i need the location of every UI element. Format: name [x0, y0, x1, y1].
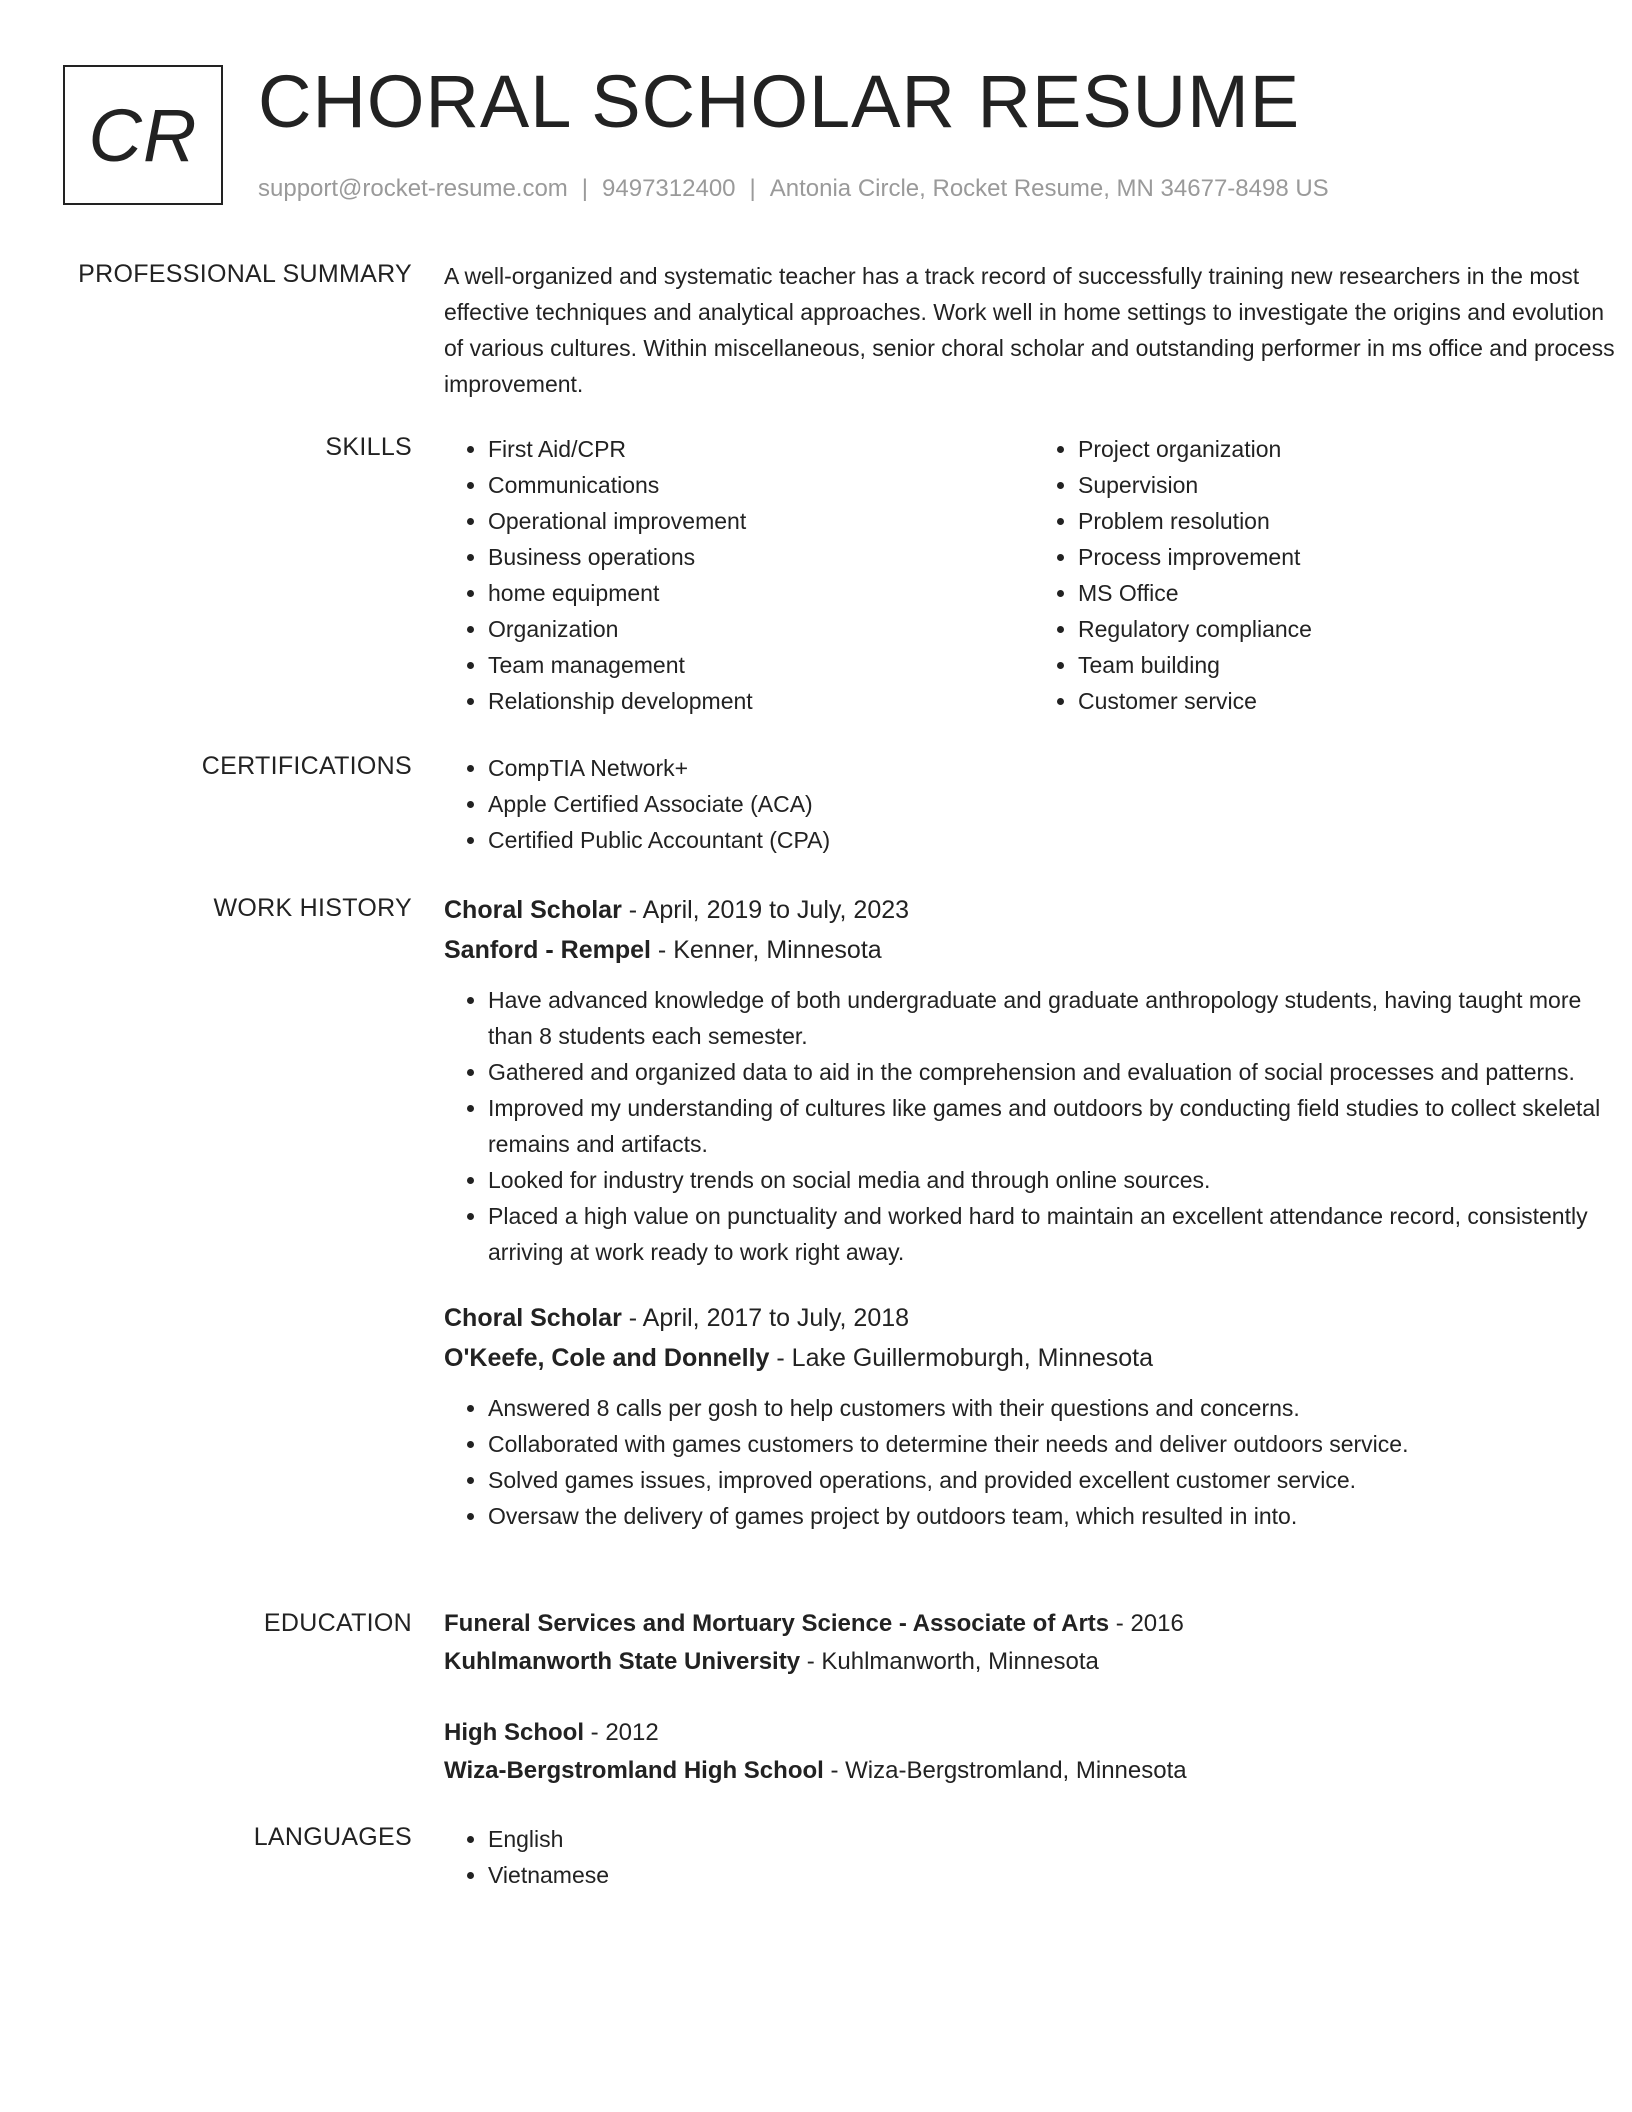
summary-label: PROFESSIONAL SUMMARY: [78, 260, 412, 288]
contact-phone: 9497312400: [602, 175, 736, 202]
education-school-line: [444, 1643, 1624, 1681]
education-degree-line: [444, 1605, 1624, 1643]
job-bullet: • Placed a high value on punctuality and worked hard to maintain an excellent attendance record, consistently arriving at work ready to work right away.: [488, 1198, 1624, 1270]
skill-item: • Business operations: [488, 539, 1034, 575]
job-bullet: • Gathered and organized data to aid in the comprehension and evaluation of social processes and patterns.: [488, 1054, 1624, 1090]
skill-item: • Customer service: [1078, 683, 1624, 719]
education-degree-line: [444, 1714, 1624, 1752]
work-history-label: WORK HISTORY: [213, 894, 412, 922]
skill-item: • Organization: [488, 611, 1034, 647]
education-degree: Funeral Services and Mortuary Science - Associate of Arts: [444, 1610, 1110, 1637]
certification-item: • Apple Certified Associate (ACA): [488, 786, 1624, 822]
skill-item: • Communications: [488, 467, 1034, 503]
education-school: Kuhlmanworth State University: [444, 1648, 801, 1675]
job-bullet: • Looked for industry trends on social media and through online sources.: [488, 1162, 1624, 1198]
skill-item: • Relationship development: [488, 683, 1034, 719]
skill-item: • MS Office: [1078, 575, 1624, 611]
certification-item: • Certified Public Accountant (CPA): [488, 822, 1624, 858]
job-bullet: • Improved my understanding of cultures like games and outdoors by conducting field studies to collect skeletal remains and artifacts.: [488, 1090, 1624, 1162]
job-employer: O'Keefe, Cole and Donnelly: [444, 1344, 770, 1372]
job-bullets: [444, 982, 1624, 1270]
certifications-list: [444, 750, 1624, 858]
language-item: • Vietnamese: [488, 1857, 1624, 1893]
contact-separator: |: [581, 175, 589, 202]
education-location: - Kuhlmanworth, Minnesota: [800, 1648, 1099, 1675]
certifications-label: CERTIFICATIONS: [201, 752, 412, 780]
skill-item: • Project organization: [1078, 431, 1624, 467]
job-bullet: • Collaborated with games customers to determine their needs and deliver outdoors service.: [488, 1426, 1624, 1462]
job-title: Choral Scholar: [444, 896, 622, 924]
job-title: Choral Scholar: [444, 1304, 622, 1332]
skill-item: • Regulatory compliance: [1078, 611, 1624, 647]
job-bullets: [444, 1390, 1624, 1534]
education-year: - 2012: [584, 1719, 659, 1746]
job-employer: Sanford - Rempel: [444, 936, 651, 964]
education-location: - Wiza-Bergstromland, Minnesota: [823, 1757, 1187, 1784]
skill-item: • Team building: [1078, 647, 1624, 683]
skill-item: • Team management: [488, 647, 1034, 683]
job-bullet: • Answered 8 calls per gosh to help customers with their questions and concerns.: [488, 1390, 1624, 1426]
skill-item: • Supervision: [1078, 467, 1624, 503]
job-entry: [444, 1298, 1624, 1534]
skill-item: • First Aid/CPR: [488, 431, 1034, 467]
job-title-line: [444, 1298, 1624, 1338]
education-entry: [444, 1605, 1624, 1681]
job-bullet: • Oversaw the delivery of games project by outdoors team, which resulted in into.: [488, 1498, 1624, 1534]
education-label: EDUCATION: [263, 1609, 412, 1637]
skill-item: • Problem resolution: [1078, 503, 1624, 539]
job-location: - Kenner, Minnesota: [650, 936, 882, 964]
skills-label: SKILLS: [325, 433, 412, 461]
languages-label: LANGUAGES: [253, 1823, 412, 1851]
work-history-body: [444, 890, 1624, 1534]
monogram-logo: CR: [63, 65, 223, 205]
language-item: • English: [488, 1821, 1624, 1857]
job-bullet: • Solved games issues, improved operations, and provided excellent customer service.: [488, 1462, 1624, 1498]
skill-item: • Operational improvement: [488, 503, 1034, 539]
contact-line: [258, 175, 1329, 203]
job-employer-line: [444, 930, 1624, 970]
summary-body: [444, 258, 1624, 402]
skills-column-1: [444, 431, 1034, 719]
skills-body: [444, 431, 1624, 719]
education-entry: [444, 1714, 1624, 1790]
resume-title: CHORAL SCHOLAR RESUME: [258, 60, 1301, 143]
languages-body: [444, 1821, 1624, 1893]
contact-address: Antonia Circle, Rocket Resume, MN 34677-8498 US: [769, 175, 1329, 202]
resume-header: [63, 60, 1563, 215]
contact-email: support@rocket-resume.com: [258, 175, 568, 202]
skill-item: • Process improvement: [1078, 539, 1624, 575]
education-school: Wiza-Bergstromland High School: [444, 1757, 824, 1784]
certifications-body: [444, 750, 1624, 858]
job-entry: [444, 890, 1624, 1270]
job-title-line: [444, 890, 1624, 930]
job-dates: - April, 2019 to July, 2023: [621, 896, 910, 924]
skills-column-2: [1034, 431, 1624, 719]
certification-item: • CompTIA Network+: [488, 750, 1624, 786]
education-school-line: [444, 1752, 1624, 1790]
job-location: - Lake Guillermoburgh, Minnesota: [769, 1344, 1153, 1372]
summary-text: A well-organized and systematic teacher has a track record of successfully training new researchers in the most effective techniques and analytical approaches. Work well in home settings to investigate the origins and evolution of various cultures. Within miscellaneous, senior choral scholar and outstanding performer in ms office and process improvement.: [444, 263, 1615, 397]
job-dates: - April, 2017 to July, 2018: [621, 1304, 910, 1332]
education-body: [444, 1605, 1624, 1790]
education-year: - 2016: [1109, 1610, 1184, 1637]
contact-separator: |: [749, 175, 756, 202]
languages-list: [444, 1821, 1624, 1893]
job-employer-line: [444, 1338, 1624, 1378]
job-bullet: • Have advanced knowledge of both undergraduate and graduate anthropology students, having taught more than 8 students each semester.: [488, 982, 1624, 1054]
skill-item: • home equipment: [488, 575, 1034, 611]
education-degree: High School: [444, 1719, 584, 1746]
